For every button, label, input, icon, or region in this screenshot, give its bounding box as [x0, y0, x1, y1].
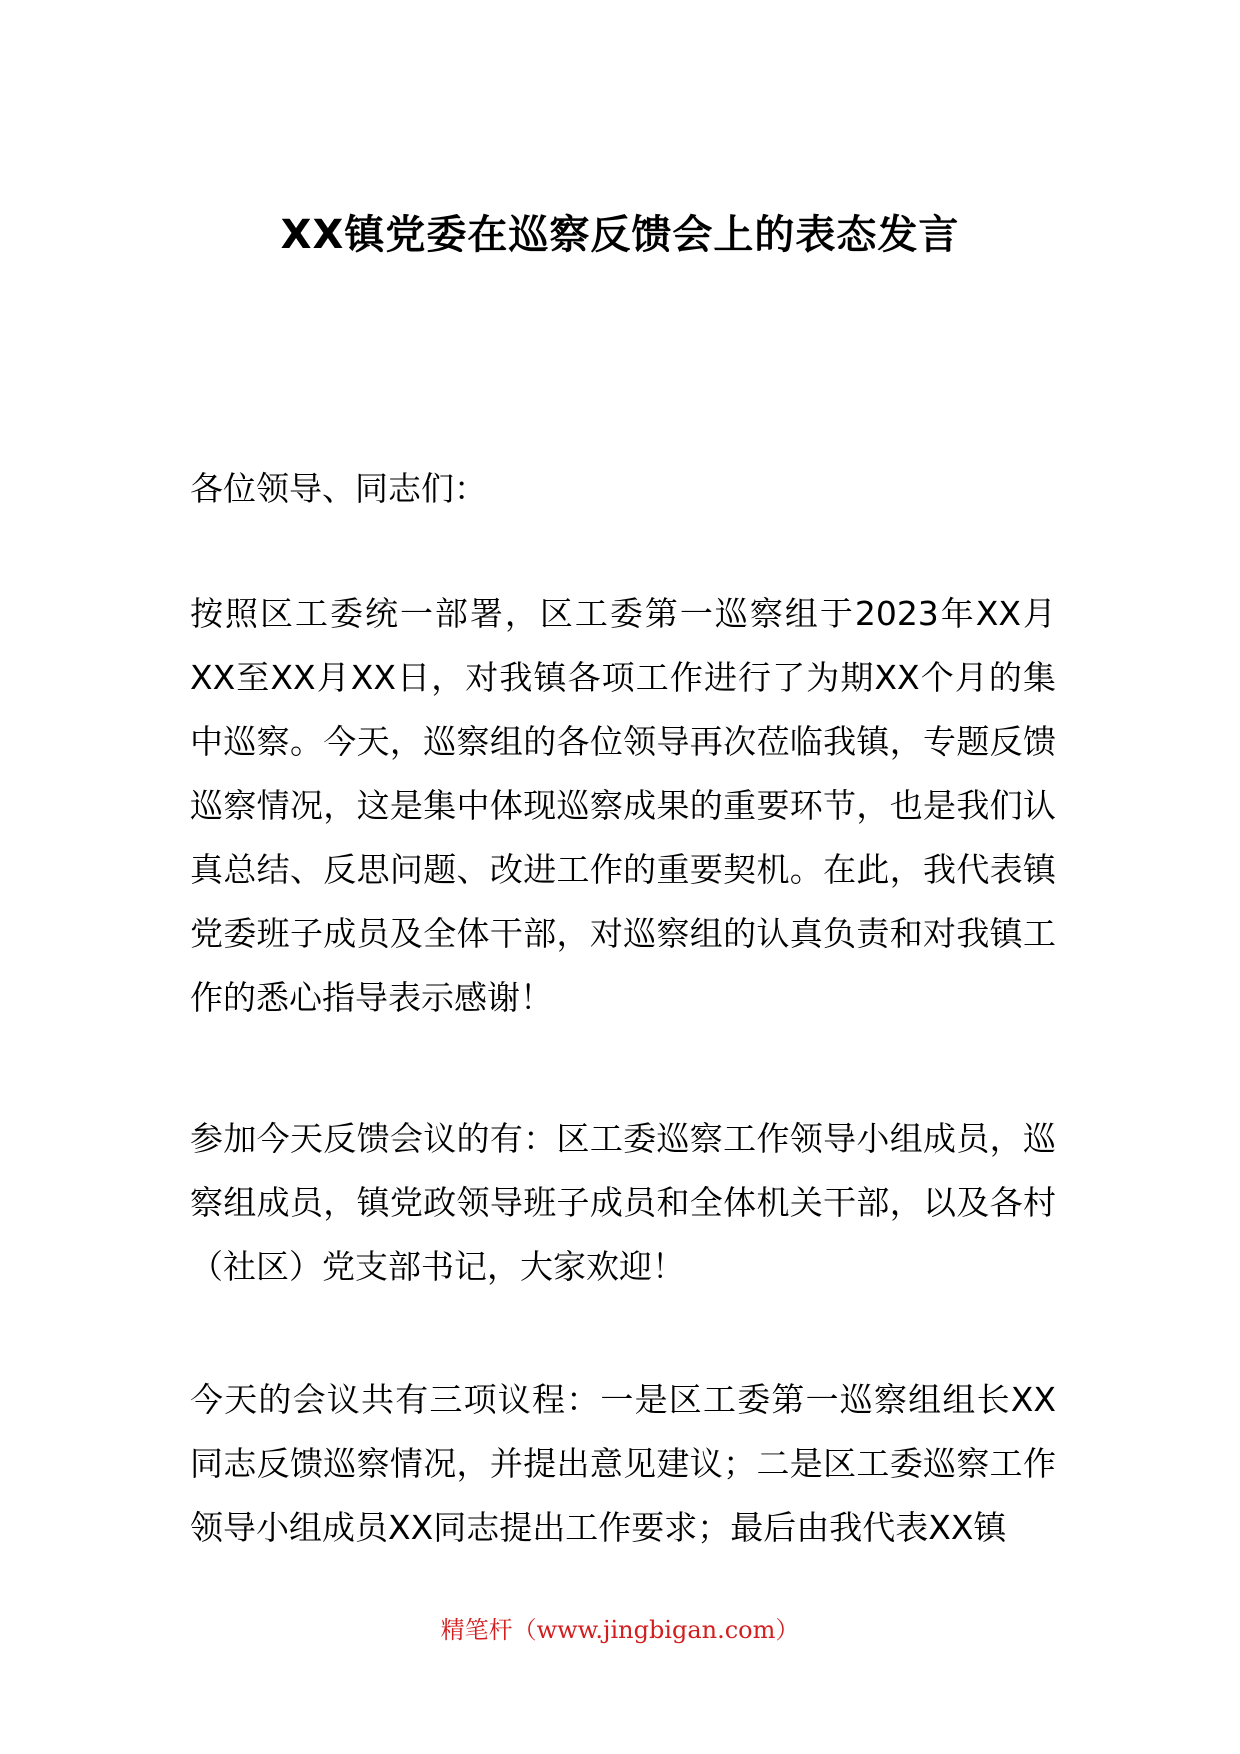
document-title: XX镇党委在巡察反馈会上的表态发言 — [280, 212, 960, 258]
salutation: 各位领导、同志们： — [190, 469, 487, 508]
paragraph-2: 参加今天反馈会议的有：区工委巡察工作领导小组成员，巡察组成员，镇党政领导班子成员和全体机关干部，以及各村（社区）党支部书记，大家欢迎！ — [190, 1119, 1056, 1286]
paragraph-3: 今天的会议共有三项议程：一是区工委第一巡察组组长XX同志反馈巡察情况，并提出意见建议；二是区工委巡察工作领导小组成员XX同志提出工作要求；最后由我代表XX镇 — [190, 1380, 1056, 1547]
paragraph-1: 按照区工委统一部署，区工委第一巡察组于2023年XX月XX至XX月XX日，对我镇各项工作进行了为期XX个月的集中巡察。今天，巡察组的各位领导再次莅临我镇，专题反馈巡察情况，这是集中体现巡察成果的重要环节，也是我们认真总结、反思问题、改进工作的重要契机。在此，我代表镇党委班子成员及全体干部，对巡察组的认真负责和对我镇工作的悉心指导表示感谢！ — [190, 594, 1056, 1017]
footer-watermark: 精笔杆（www.jingbigan.com） — [440, 1616, 800, 1644]
